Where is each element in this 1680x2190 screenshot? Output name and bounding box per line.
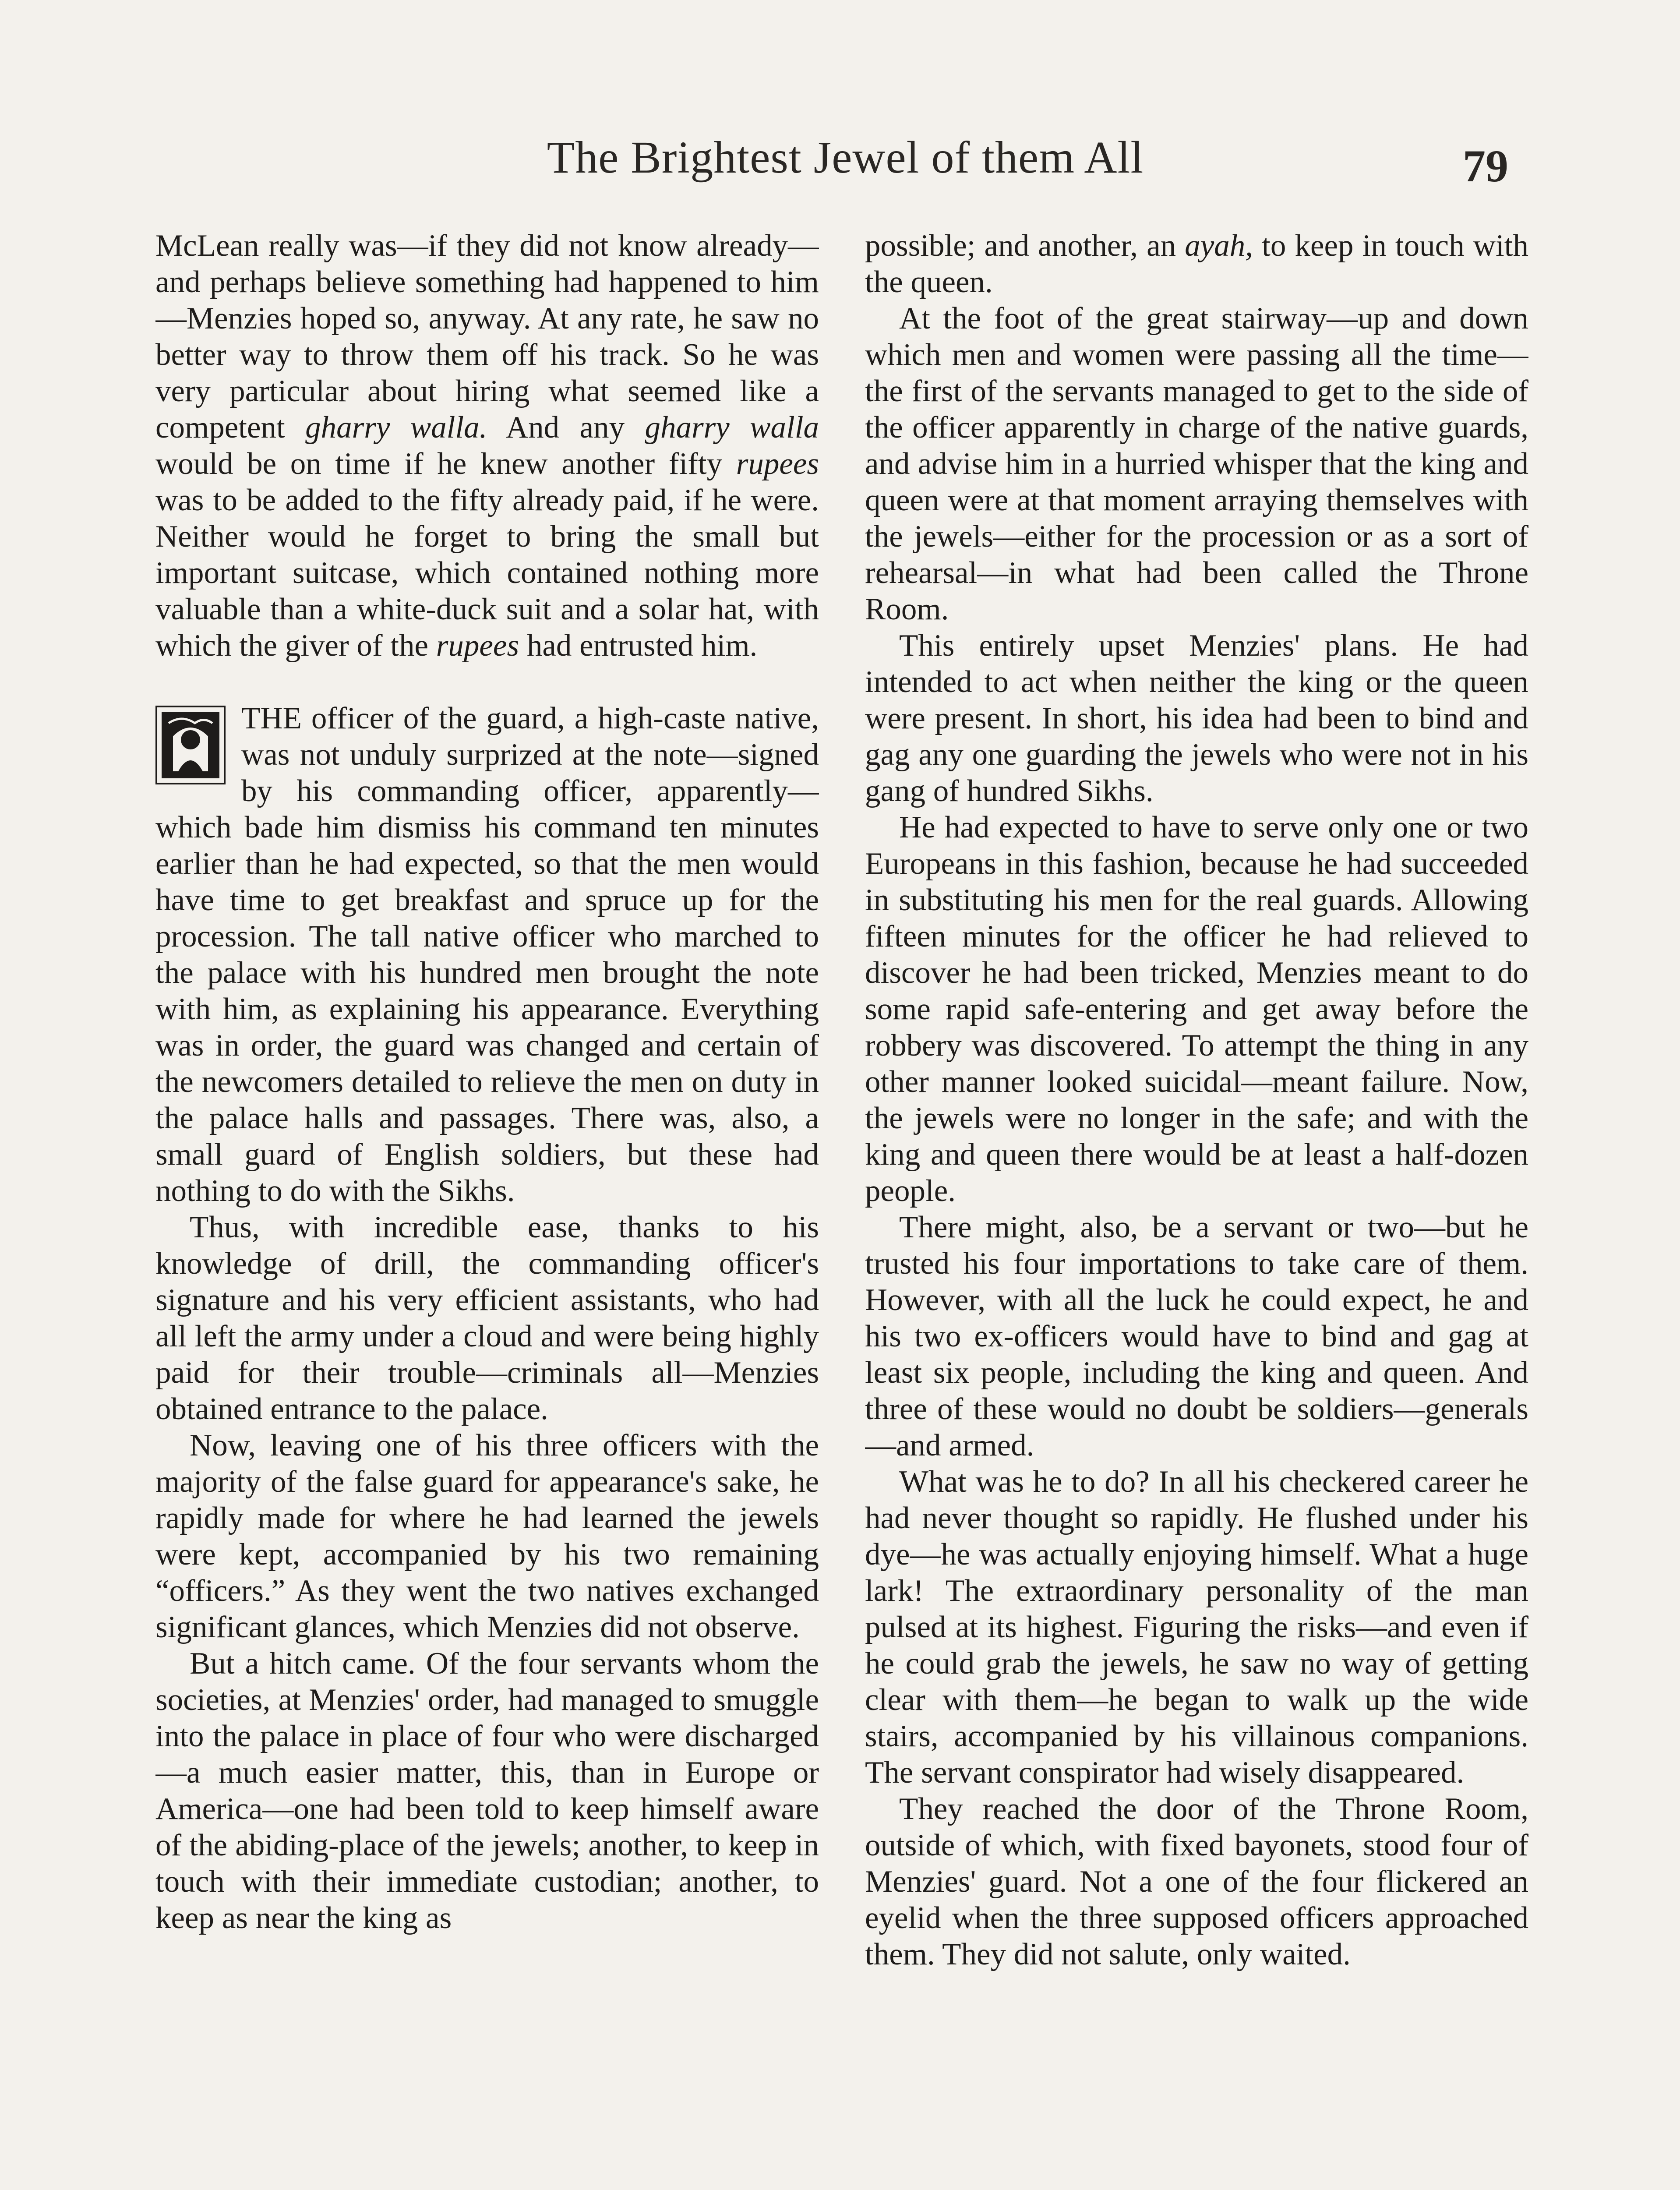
paragraph: They reached the door of the Throne Room, outside of which, with fixed bayonets, stood four of Menzies' guard. Not a one of the four flickered an eyelid when the three supposed officers approached them. They did not salute, only waited. — [865, 1792, 1528, 1971]
paragraph: Thus, with incredible ease, thanks to his knowledge of drill, the commanding officer's signature and his very efficient assistants, who had all left the army under a cloud and were being highly paid for their trouble—criminals all—Menzies obtained entrance to the palace. — [155, 1210, 819, 1426]
decorative-initial-icon — [155, 706, 226, 784]
left-column — [155, 228, 819, 2190]
paragraph: possible; and another, an ayah, to keep in touch with the queen. — [865, 229, 1528, 299]
section-start — [155, 700, 819, 1209]
paragraph: At the foot of the great stairway—up and down which men and women were passing all the time—the first of the servants managed to get to the side of the officer apparently in charge of the native guards, and advise him in a hurried whisper that the king and queen were at that moment arraying themselves with the jewels—either for the procession or as a sort of rehearsal—in what had been called the Throne Room. — [865, 301, 1528, 626]
paragraph: Now, leaving one of his three officers with the majority of the false guard for appearance's sake, he rapidly made for where he had learned the jewels were kept, accompanied by his two remaining “officers.” As they went the two natives exchanged significant glances, which Menzies did not observe. — [155, 1428, 819, 1644]
paragraph: He had expected to have to serve only one or two Europeans in this fashion, because he had succeeded in substituting his men for the real guards. Allowing fifteen minutes for the officer he had relieved to discover he had been tricked, Menzies meant to do some rapid safe-entering and get away before the robbery was discovered. To attempt the thing in any other manner looked suicidal—meant failure. Now, the jewels were no longer in the safe; and with the king and queen there would be at least a half-dozen people. — [865, 810, 1528, 1208]
running-head — [0, 131, 1680, 197]
paragraph: What was he to do? In all his checkered career he had never thought so rapidly. He flushed under his dye—he was actually enjoying himself. What a huge lark! The extraordinary personality of the man pulsed at its highest. Figuring the risks—and even if he could grab the jewels, he saw no way of getting clear with them—he began to walk up the wide stairs, accompanied by his villainous companions. The servant conspirator had wisely disappeared. — [865, 1465, 1528, 1790]
page-title: The Brightest Jewel of them All — [547, 132, 1144, 183]
paragraph: THE officer of the guard, a high-caste native, was not unduly surprized at the note—signed by his commanding officer, apparently—which bade him dismiss his command ten minutes earlier than he had expected, so that the men would have time to get breakfast and spruce up for the procession. The tall native officer who marched to the palace with his hundred men brought the note with him, as explaining his appearance. Everything was in order, the guard was changed and certain of the newcomers detailed to relieve the men on duty in the palace halls and passages. There was, also, a small guard of English soldiers, but these had nothing to do with the Sikhs. — [155, 701, 819, 1208]
paragraph: This entirely upset Menzies' plans. He had intended to act when neither the king or the queen were present. In short, his idea had been to bind and gag any one guarding the jewels who were not in his gang of hundred Sikhs. — [865, 629, 1528, 808]
paragraph: But a hitch came. Of the four servants whom the societies, at Menzies' order, had managed to smuggle into the palace in place of four who were discharged—a much easier matter, this, than in Europe or America—one had been told to keep himself aware of the abiding-place of the jewels; another, to keep in touch with their immediate custodian; another, to keep as near the king as — [155, 1646, 819, 1935]
paragraph: There might, also, be a servant or two—but he trusted his four importations to take care of them. However, with all the luck he could expect, he and his two ex-officers would have to bind and gag at least six people, including the king and queen. And three of these would no doubt be soldiers—generals—and armed. — [865, 1210, 1528, 1462]
page-number: 79 — [1463, 141, 1508, 191]
paragraph: McLean really was—if they did not know already—and perhaps believe something had happened to him—Menzies hoped so, anyway. At any rate, he saw no better way to throw them off his track. So he was very particular about hiring what seemed like a competent gharry walla. And any gharry walla would be on time if he knew another fifty rupees was to be added to the fifty already paid, if he were. Neither would he forget to bring the small but important suitcase, which contained nothing more valuable than a white-duck suit and a solar hat, with which the giver of the rupees had entrusted him. — [155, 229, 819, 663]
right-column — [865, 228, 1528, 2190]
